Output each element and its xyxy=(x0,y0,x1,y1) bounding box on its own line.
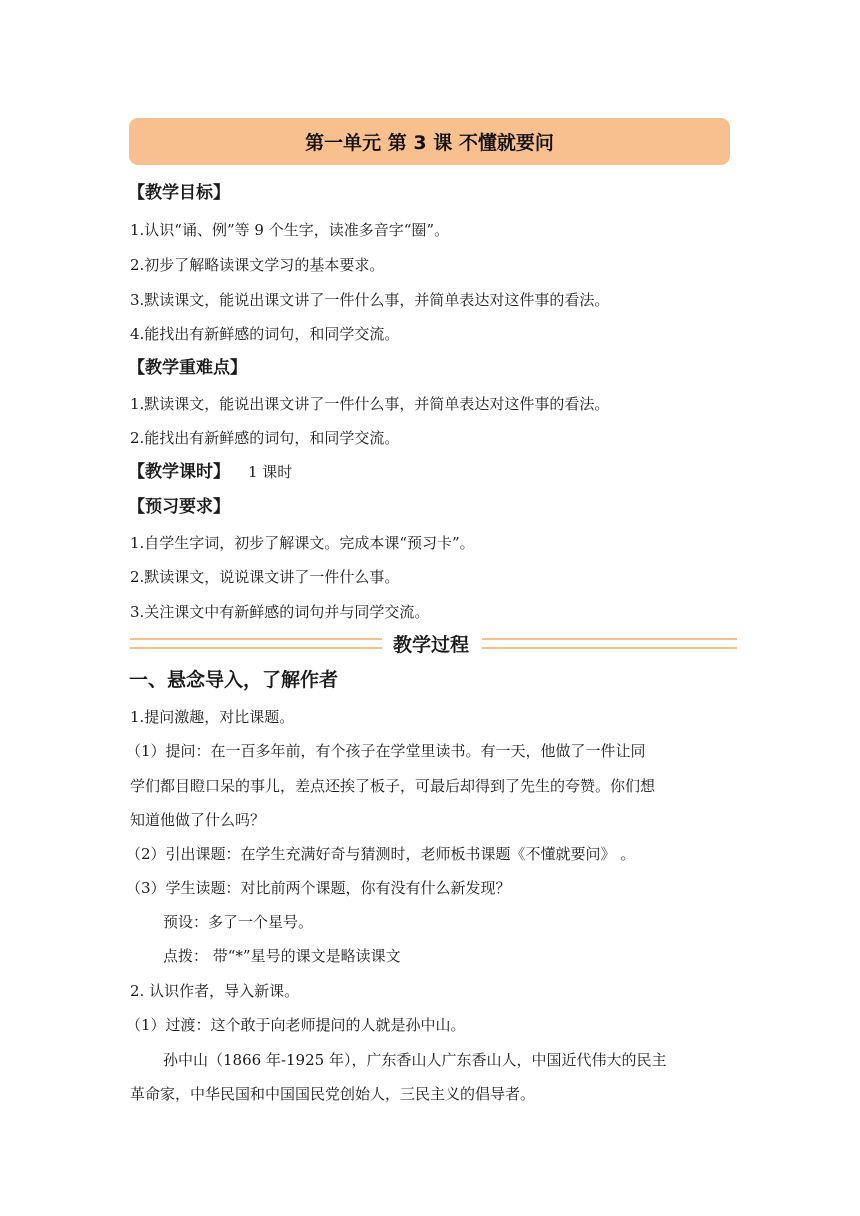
divider-line xyxy=(130,638,382,640)
body-line: 革命家，中华民国和中国国民党创始人，三民主义的倡导者。 xyxy=(130,1085,536,1103)
body-line: （2）引出课题：在学生充满好奇与猜测时，老师板书课题《不懂就要问》 。 xyxy=(126,845,636,863)
preview-item: 1.自学生字词，初步了解课文。完成本课“预习卡”。 xyxy=(130,534,475,552)
class-hours-label: 【教学课时】 xyxy=(128,462,230,482)
body-line: 2. 认识作者，导入新课。 xyxy=(130,982,300,1000)
body-line: 知道他做了什么吗？ xyxy=(130,811,266,829)
objectives-heading: 【教学目标】 xyxy=(128,183,230,203)
lesson-title: 第一单元 第 3 课 不懂就要问 xyxy=(305,132,554,154)
body-line: 预设：多了一个星号。 xyxy=(163,913,314,931)
body-line: （1）过渡：这个敢于向老师提问的人就是孙中山。 xyxy=(126,1016,466,1034)
preview-item: 2.默读课文，说说课文讲了一件什么事。 xyxy=(130,568,400,586)
objective-item: 3.默读课文，能说出课文讲了一件什么事，并简单表达对这件事的看法。 xyxy=(130,291,610,309)
key-points-heading: 【教学重难点】 xyxy=(128,358,247,378)
objective-item: 2.初步了解略读课文学习的基本要求。 xyxy=(130,256,385,274)
body-line: 孙中山（1866 年-1925 年），广东香山人广东香山人，中国近代伟大的民主 xyxy=(163,1051,667,1069)
body-line: （3）学生读题：对比前两个课题，你有没有什么新发现？ xyxy=(126,879,511,897)
body-line: （1）提问：在一百多年前，有个孩子在学堂里读书。有一天，他做了一件让同 xyxy=(126,742,646,760)
body-line: 学们都目瞪口呆的事儿，差点还挨了板子，可最后却得到了先生的夸赞。你们想 xyxy=(130,777,656,795)
process-title: 教学过程 xyxy=(384,633,478,657)
objective-item: 4.能找出有新鲜感的词句，和同学交流。 xyxy=(130,325,400,343)
objective-item: 1.认识“诵、例”等 9 个生字，读准多音字“圈”。 xyxy=(130,221,450,239)
body-line: 点拨： 带“*”星号的课文是略读课文 xyxy=(163,947,401,965)
body-line: 1.提问激趣，对比课题。 xyxy=(130,708,295,726)
section-title: 一、悬念导入，了解作者 xyxy=(129,669,339,691)
key-point-item: 2.能找出有新鲜感的词句，和同学交流。 xyxy=(130,429,400,447)
divider-line xyxy=(130,647,382,649)
class-hours-value: 1 课时 xyxy=(248,463,293,481)
preview-item: 3.关注课文中有新鲜感的词句并与同学交流。 xyxy=(130,603,430,621)
key-point-item: 1.默读课文，能说出课文讲了一件什么事，并简单表达对这件事的看法。 xyxy=(130,395,610,413)
divider-line xyxy=(482,638,737,640)
divider-line xyxy=(482,647,737,649)
lesson-title-banner xyxy=(129,118,730,165)
preview-heading: 【预习要求】 xyxy=(128,497,230,517)
class-hours-heading xyxy=(128,461,292,483)
